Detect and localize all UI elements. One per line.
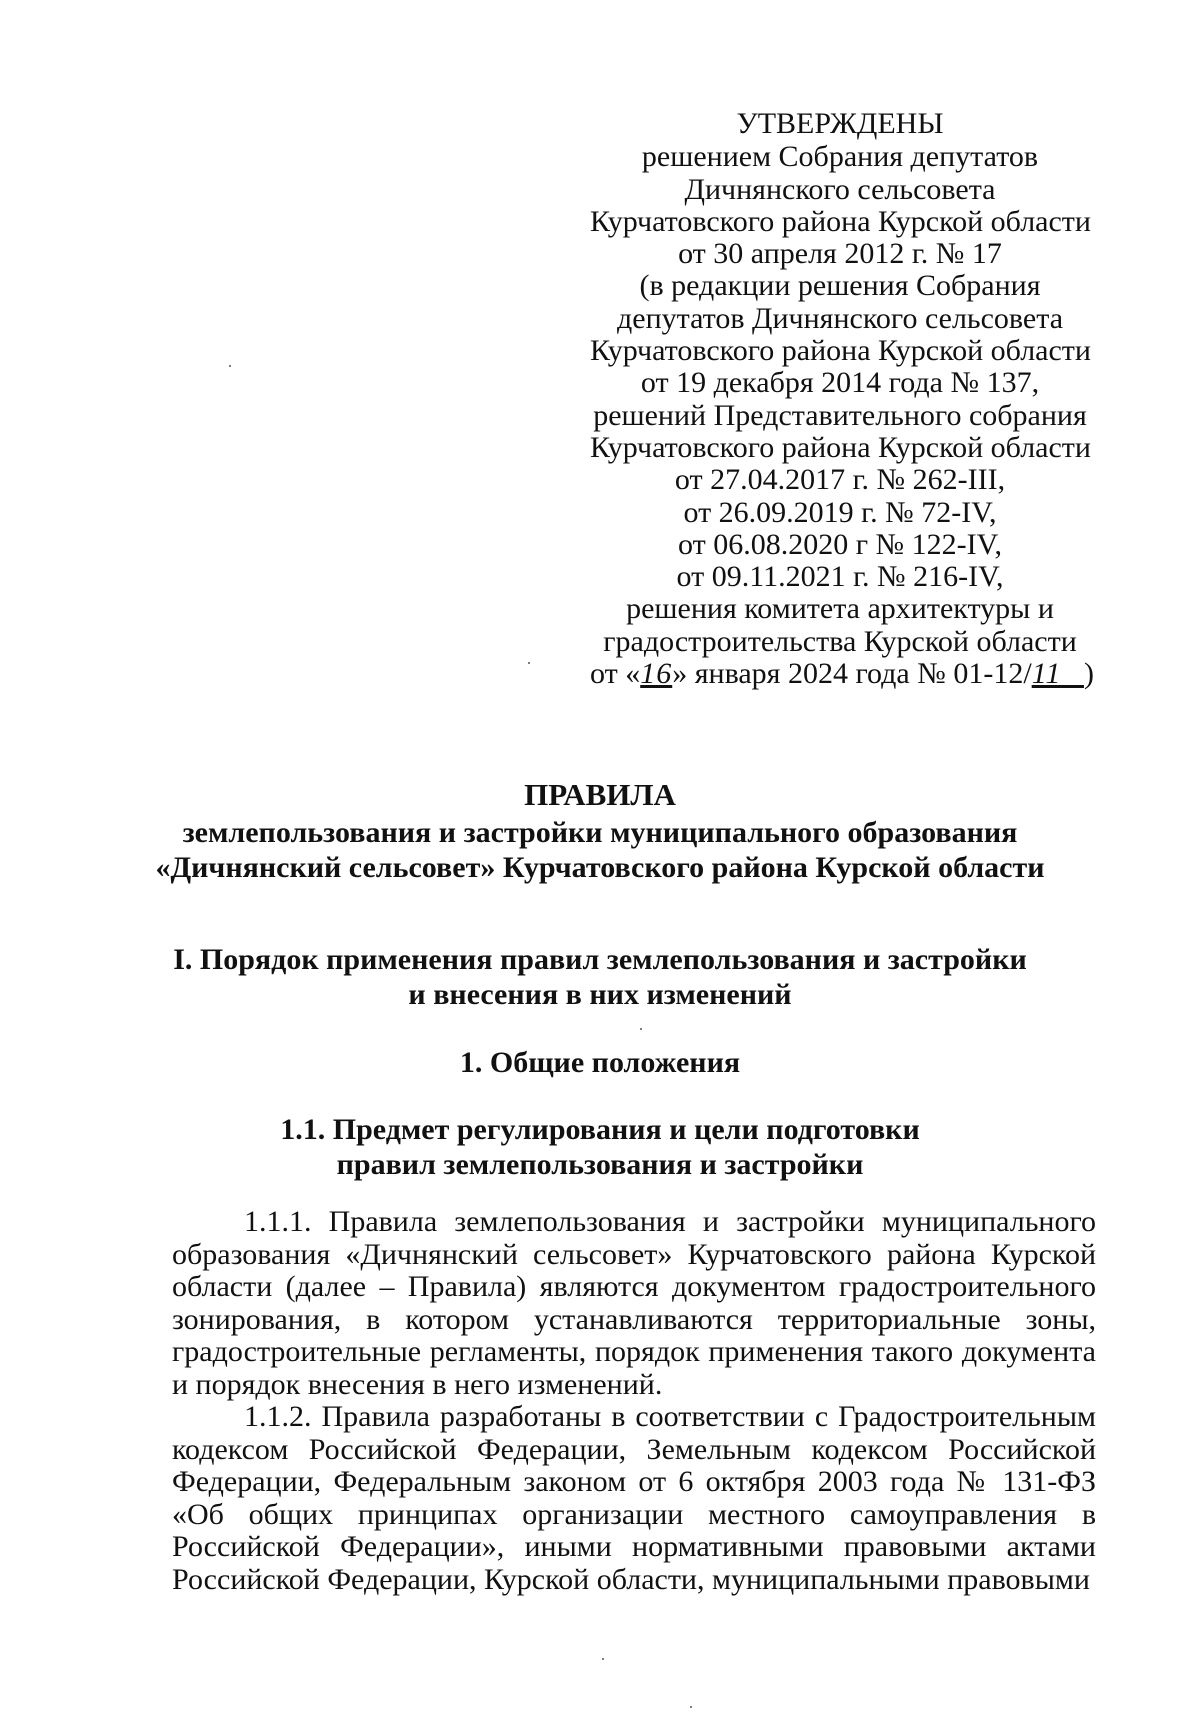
approval-line: Курчатовского района Курской области <box>590 430 1091 464</box>
document-subtitle-line2: «Дичнянский сельсовет» Курчатовского района Курской области <box>155 851 1045 884</box>
approval-date-prefix: от « <box>590 657 641 691</box>
document-title <box>150 777 1050 885</box>
section-heading-line1: I. Порядок применения правил землепользования и застройки <box>173 943 1027 976</box>
approval-title: УТВЕРЖДЕНЫ <box>736 107 944 140</box>
scan-speck <box>229 365 231 367</box>
approval-line: Курчатовского района Курской области <box>590 204 1091 238</box>
section-heading <box>150 942 1050 1012</box>
handwritten-day: 16 <box>640 657 673 691</box>
approval-line: градостроительства Курской области <box>603 624 1077 658</box>
body-text <box>172 1206 1096 1596</box>
approval-date-suffix: ) <box>1083 657 1094 691</box>
approval-date-middle: » января 2024 года № 01-12/ <box>672 657 1032 691</box>
approval-line: от 09.11.2021 г. № 216-IV, <box>676 560 1004 594</box>
approval-line: от 06.08.2020 г № 122-IV, <box>678 527 1002 561</box>
approval-line: от 30 апреля 2012 г. № 17 <box>678 237 1002 271</box>
handwritten-number: 11 <box>1031 657 1062 691</box>
approval-line: депутатов Дичнянского сельсовета <box>616 301 1064 335</box>
approval-stamp <box>590 107 1094 691</box>
scan-speck <box>640 1028 642 1030</box>
subsection-heading-line1: 1.1. Предмет регулирования и цели подготовки <box>280 1113 920 1146</box>
paragraph: 1.1.2. Правила разработаны в соответствии с Градостроительным кодексом Российской Федерации, Земельным кодексом Российской Федерации, Федеральным законом от 6 октября 2003 года № 131-ФЗ «Об общих принципах организации местного самоуправления в Российской Федерации», иными нормативными правовыми актами Российской Федерации, Курской области, муниципальными правовыми <box>172 1400 1096 1596</box>
approval-line: Дичнянского сельсовета <box>684 172 996 206</box>
approval-line: от 19 декабря 2014 года № 137, <box>640 366 1040 400</box>
approval-line: (в редакции решения Собрания <box>639 269 1041 303</box>
approval-line: Курчатовского района Курской области <box>590 334 1091 368</box>
scan-speck <box>528 662 530 664</box>
document-subtitle-line1: землепользования и застройки муниципального образования <box>182 816 1018 849</box>
approval-line: решения комитета архитектуры и <box>626 592 1054 626</box>
paragraph: 1.1.1. Правила землепользования и застройки муниципального образования «Дичнянский сельсовет» Курчатовского района Курской области (далее – Правила) являются документом градостроительного зонирования, в котором устанавливаются территориальные зоны, градостроительные регламенты, порядок применения такого документа и порядок внесения в него изменений. <box>172 1205 1096 1401</box>
section-heading-line2: и внесения в них изменений <box>408 978 792 1011</box>
approval-line: от 26.09.2019 г. № 72-IV, <box>683 495 997 529</box>
chapter-heading <box>150 1045 1050 1080</box>
document-title-main: ПРАВИЛА <box>524 777 676 812</box>
subsection-heading-line2: правил землепользования и застройки <box>336 1148 864 1181</box>
subsection-heading <box>150 1112 1050 1182</box>
blank-underline <box>1061 657 1084 690</box>
scan-speck <box>602 1658 604 1660</box>
approval-line: решений Представительного собрания <box>593 398 1087 432</box>
approval-date-line <box>590 657 1094 691</box>
scan-speck <box>690 1706 692 1708</box>
approval-line: от 27.04.2017 г. № 262-III, <box>674 463 1006 497</box>
chapter-title: 1. Общие положения <box>459 1046 741 1079</box>
approval-line: решением Собрания депутатов <box>641 140 1039 174</box>
